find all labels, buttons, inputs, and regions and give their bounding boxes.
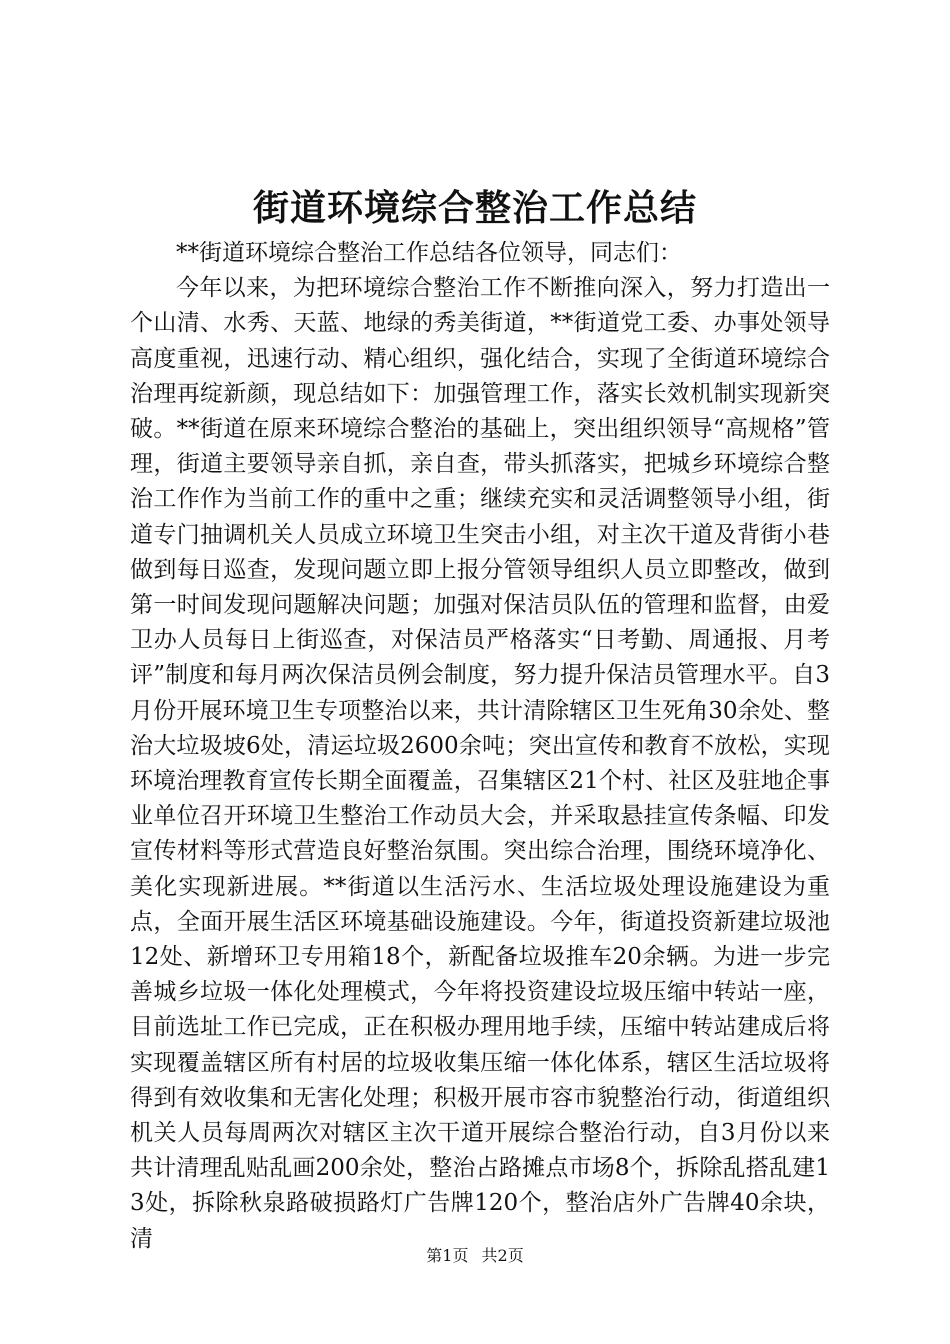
body-paragraph: 今年以来，为把环境综合整治工作不断推向深入，努力打造出一个山清、水秀、天蓝、地绿的秀美街道，**街道党工委、办事处领导高度重视，迅速行动、精心组织，强化结合，实现了全街道环境综合治理再绽新颜，现总结如下：加强管理工作，落实长效机制实现新突破。**街道在原来环境综合整治的基础上，突出组织领导“高规格”管理，街道主要领导亲自抓，亲自查，带头抓落实，把城乡环境综合整治工作作为当前工作的重中之重；继续充实和灵活调整领导小组，街道专门抽调机关人员成立环境卫生突击小组，对主次干道及背街小巷做到每日巡查，发现问题立即上报分管领导组织人员立即整改，做到第一时间发现问题解决问题；加强对保洁员队伍的管理和监督，由爱卫办人员每日上街巡查，对保洁员严格落实“日考勤、周通报、月考评”制度和每月两次保洁员例会制度，努力提升保洁员管理水平。自3月份开展环境卫生专项整治以来，共计清除辖区卫生死角30余处、整治大垃圾坡6处，清运垃圾2600余吨；突出宣传和教育不放松，实现环境治理教育宣传长期全面覆盖，召集辖区21个村、社区及驻地企事业单位召开环境卫生整治工作动员大会，并采取悬挂宣传条幅、印发宣传材料等形式营造良好整治氛围。突出综合治理，围绕环境净化、美化实现新进展。**街道以生活污水、生活垃圾处理设施建设为重点，全面开展生活区环境基础设施建设。今年，街道投资新建垃圾池12处、新增环卫专用箱18个，新配备垃圾推车20余辆。为进一步完善城乡垃圾一体化处理模式，今年将投资建设垃圾压缩中转站一座，目前选址工作已完成，正在积极办理用地手续，压缩中转站建成后将实现覆盖辖区所有村居的垃圾收集压缩一体化体系，辖区生活垃圾将得到有效收集和无害化处理；积极开展市容市貌整治行动，街道组织机关人员每周两次对辖区主次干道开展综合整治行动，自3月份以来共计清理乱贴乱画200余处，整治占路摊点市场8个，拆除乱搭乱建13处，拆除秋泉路破损路灯广告牌120个，整治店外广告牌40余块，清 — [130, 275, 830, 1252]
document-body — [130, 236, 830, 1257]
page-count: 共2页 — [481, 1246, 524, 1265]
salutation-paragraph: **街道环境综合整治工作总结各位领导，同志们： — [176, 240, 682, 266]
page-footer — [0, 1243, 950, 1266]
page-number: 第1页 — [426, 1246, 469, 1265]
document-title: 街道环境综合整治工作总结 — [252, 187, 697, 229]
